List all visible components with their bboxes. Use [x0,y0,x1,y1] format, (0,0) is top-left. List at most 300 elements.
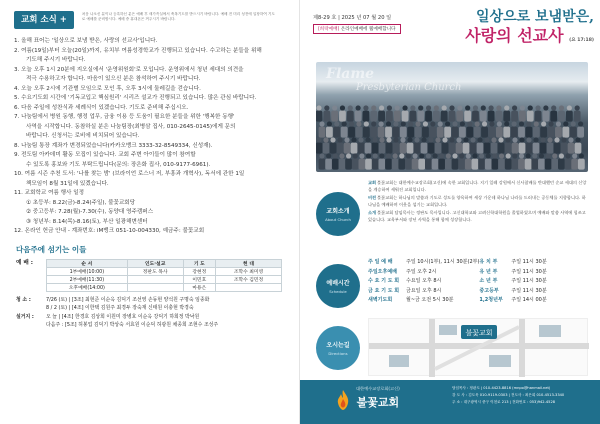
person-head [575,137,580,142]
person-body [341,127,348,138]
photo-watermark-church: Presbyterian Church [356,82,462,93]
person-head [489,105,494,110]
person-body [456,111,463,122]
person-body [405,159,412,170]
person-body [363,111,370,122]
worship-time: 금요일 오후 8시 [406,287,442,294]
worship-right-col [479,258,588,308]
person-head [456,137,461,142]
person-body [566,111,573,122]
person-head [435,137,440,142]
person-body [365,143,372,154]
news-item: ② 중고등부: 7.28(월)-7.30(수), 동양대 영주캠퍼스 [26,209,154,215]
headline [434,8,594,51]
person-head [407,137,412,142]
people-silhouettes [316,94,588,172]
person-body [480,111,487,122]
person-head [565,153,570,158]
directions-badge-sub: Directions [328,351,348,356]
table-cell: 정판도 목사 [127,267,183,275]
person-head [332,105,337,110]
worship-badge-sub: Schedule [329,289,347,294]
person-head [419,153,424,158]
person-head [559,105,564,110]
person-head [356,105,361,110]
person-head [526,137,531,142]
worship-columns [368,258,588,308]
person-body [372,143,379,154]
news-item: 1. 올해 표어는 '일상으로 보냄 받은, 사랑의 선교사'입니다. [14,38,158,44]
person-head [460,121,465,126]
person-body [441,111,448,122]
news-item: 기도해 주시기 바랍니다. [26,57,86,63]
person-head [330,137,335,142]
worship-time: 수요일 오후 8시 [406,278,442,284]
person-head [506,153,511,158]
person-body [518,127,525,138]
person-body [547,143,554,154]
worship-name: 소 년 부 [479,278,498,284]
person-head [430,121,435,126]
person-head [414,137,419,142]
person-body [574,111,581,122]
headline-line-2-text: 사랑의 선교사 [465,26,564,45]
person-body [331,111,338,122]
person-body [577,127,584,138]
person-head [446,153,451,158]
person-body [548,127,555,138]
person-head [371,121,376,126]
footer [300,380,600,424]
person-head [426,105,431,110]
worship-row [368,287,479,297]
worship-badge-title: 예배시간 [326,280,350,287]
person-head [365,137,370,142]
intro-key: 교회 [368,180,377,185]
person-body [531,159,538,170]
person-head [486,153,491,158]
intro-body: 불꽃교회는 하나님의 말씀과 기도로 성도를 양육하여 세상 가운데 하나님 나라를 드러내는 공동체를 지향합니다. 하나님을 예배하며 이웃을 섬기는 교회입니다. [368,195,586,207]
person-body [417,111,424,122]
person-body [519,111,526,122]
worship-row [368,258,479,268]
person-body [402,111,409,122]
intro-badge-title: 교회소개 [326,208,350,215]
person-body [512,143,519,154]
person-head [319,153,324,158]
person-head [432,153,437,158]
person-head [438,121,443,126]
news-item: ① 초등부: 8.22(금)-8.24(주일), 불꽃교회당 [26,199,136,206]
person-body [511,127,518,138]
person-body [565,159,572,170]
person-head [533,137,538,142]
person-head [379,105,384,110]
duty-label: 설거지 : [16,313,34,320]
person-body [414,143,421,154]
person-body [394,111,401,122]
news-item: 4. 오늘 오후 2시에 기관별 모임으로 모인 후, 오후 3시에 둘레길을 걷습니다. [14,85,201,92]
person-head [559,153,564,158]
intro-body: 불꽃교회 담임목사는 정판도 목사입니다. 고신대학교와 고려신학대학원을 졸업하였으며 예배와 말씀 사역에 힘쓰고 있습니다. 교육부서와 장년 사역을 통해 함께 성장합니다. [368,210,586,222]
person-body [561,143,568,154]
news-item: 2. 여름(19일)부터 오늘(20일)까지, 유치부 여름성경학교가 진행되고 있습니다. 수고하는 분들을 위해 [14,47,262,54]
person-body [491,143,498,154]
person-body [484,143,491,154]
contact-info [452,385,596,405]
worship-badge [316,264,360,308]
person-head [465,105,470,110]
person-body [492,159,499,170]
person-body [545,159,552,170]
person-body [326,127,333,138]
person-head [399,153,404,158]
person-body [449,143,456,154]
person-head [342,121,347,126]
worship-left-col [368,258,479,308]
person-head [452,121,457,126]
person-body [365,159,372,170]
denomination: 대한예수교장로회(고신) [356,386,400,391]
worship-name: 중고등부 [479,287,499,294]
person-body [347,111,354,122]
duty-lines [14,296,287,330]
person-body [325,159,332,170]
person-head [439,153,444,158]
person-head [457,105,462,110]
worship-time: 주일 14시 00분 [511,297,547,303]
table-cell: 오후예배(14:00) [47,283,128,291]
person-body [575,143,582,154]
person-head [393,121,398,126]
worship-schedule [14,259,287,292]
news-list [14,37,287,237]
contact-line: 담임목사 : 정판도 | 010-4423-8816 (mnpo@hanmail.net) [452,386,551,390]
person-head [452,153,457,158]
person-head [556,121,561,126]
person-body [445,159,452,170]
worship-time: 주일 11시 30분 [511,259,547,265]
person-body [356,127,363,138]
person-body [330,143,337,154]
person-body [525,159,532,170]
person-head [393,153,398,158]
person-body [535,111,542,122]
person-head [552,153,557,158]
table-cell: 이민호 [183,275,215,283]
person-body [525,127,532,138]
person-head [466,153,471,158]
person-body [540,143,547,154]
person-head [491,137,496,142]
person-body [578,159,585,170]
person-head [547,137,552,142]
table-row [47,283,282,291]
map-building-2 [489,355,511,367]
person-head [532,153,537,158]
news-item: 사역을 시작합니다. 동참하실 분은 나눔팀장(최병삼 집사, 010-2645-0145)에게 문의 [26,123,236,130]
table-header: 순 서 [47,259,128,267]
person-head [571,121,576,126]
worship-row [368,277,479,287]
worship-name: 유 치 부 [479,259,498,265]
news-item: 3. 오늘 오후 1시 20분에 지오실에서 '운영위원회'로 모입니다. 운영위에서 청년 세대의 의견을 [14,66,244,73]
duty-line [14,321,287,330]
worship-table [46,259,282,292]
person-body [351,143,358,154]
person-body [449,111,456,122]
person-head [421,137,426,142]
person-body [348,127,355,138]
person-body [415,127,422,138]
person-body [452,159,459,170]
person-head [326,153,331,158]
person-head [554,137,559,142]
person-body [372,159,379,170]
person-body [511,111,518,122]
person-head [356,121,361,126]
table-cell: 2부예배(11:30) [47,275,128,283]
person-body [421,143,428,154]
worship-row [479,268,588,278]
duty-line [14,304,287,313]
person-body [378,111,385,122]
person-head [519,137,524,142]
worship-row [368,296,479,306]
person-head [386,121,391,126]
person-body [438,159,445,170]
church-intro [316,180,588,250]
worship-time: 주일 11시 30분 [511,287,547,294]
person-body [392,159,399,170]
person-body [533,127,540,138]
person-head [406,153,411,158]
person-body [496,127,503,138]
person-head [567,105,572,110]
person-head [449,137,454,142]
person-body [400,143,407,154]
person-head [497,121,502,126]
person-head [484,137,489,142]
directions-badge-title: 오시는길 [326,342,350,349]
person-head [535,105,540,110]
person-head [359,153,364,158]
person-body [496,111,503,122]
person-body [363,127,370,138]
map-building-3 [389,355,409,367]
table-cell [127,283,183,291]
person-body [542,111,549,122]
person-head [364,121,369,126]
person-body [519,143,526,154]
person-head [379,137,384,142]
person-head [546,153,551,158]
person-head [434,105,439,110]
duty-text: 오 늘 | [4조] 한경호 김상희 이원미 장병호 이순옥 강덕기 하희정 박낙원 [46,313,200,320]
person-head [512,137,517,142]
map-church-label: 불꽃교회 [465,329,493,337]
map-building-1 [439,325,457,335]
person-head [568,137,573,142]
person-head [539,153,544,158]
person-head [504,121,509,126]
schedule-title: 다음주에 섬기는 이들 [16,244,87,254]
person-body [425,111,432,122]
map-graphic [369,319,589,377]
person-head [346,153,351,158]
table-cell [127,275,183,283]
intro-paragraph [368,195,588,208]
church-name: 불꽃교회 [356,396,400,409]
person-body [485,159,492,170]
person-body [498,159,505,170]
person-head [333,153,338,158]
person-head [498,137,503,142]
person-head [512,105,517,110]
headline-line-2 [434,26,594,51]
person-body [386,111,393,122]
person-body [558,111,565,122]
person-body [378,127,385,138]
person-body [571,159,578,170]
person-head [463,137,468,142]
person-body [437,127,444,138]
person-head [477,137,482,142]
person-head [324,105,329,110]
table-cell: 강현정 [183,267,215,275]
congregation-photo [316,62,588,172]
person-head [327,121,332,126]
map-road-vertical-1 [429,319,435,377]
directions [316,318,588,376]
person-body [412,159,419,170]
person-head [426,153,431,158]
person-head [373,153,378,158]
person-body [527,111,534,122]
person-body [442,143,449,154]
table-cell: 마용은 [183,283,215,291]
person-head [316,105,321,110]
intro-paragraph [368,210,588,223]
person-head [470,137,475,142]
person-body [433,111,440,122]
person-head [449,105,454,110]
person-body [511,159,518,170]
table-cell [216,283,282,291]
person-body [558,159,565,170]
person-head [445,121,450,126]
person-head [400,137,405,142]
person-body [323,143,330,154]
person-head [499,153,504,158]
worship-time: 주일 오후 2시 [406,268,437,275]
person-body [400,127,407,138]
person-body [472,159,479,170]
person-head [386,153,391,158]
person-body [370,111,377,122]
person-head [492,153,497,158]
intro-key: 비전 [368,195,377,201]
person-body [319,159,326,170]
person-head [526,121,531,126]
person-head [415,121,420,126]
news-header [14,8,287,32]
table-cell: 조학수 최미영 [216,267,282,275]
person-head [413,153,418,158]
person-body [464,111,471,122]
map [368,318,588,376]
person-head [496,105,501,110]
person-head [548,121,553,126]
worship-time: 주일 10시(1부), 11시 30분(2부) [406,259,480,265]
duty-text: 8 / 2 (토) | [4조] 이한택 김원주 최경두 장숙재 신태원 이충현 박경숙 [46,305,194,311]
person-head [473,105,478,110]
worship-time: 주일 11시 30분 [511,268,547,275]
person-head [541,121,546,126]
person-body [339,159,346,170]
duty-line [14,296,287,305]
intro-badge-sub: About Church [325,217,351,222]
duty-text: 다음주 : [5조] 허봉업 김덕기 박상숙 서효원 이순덕 허광원 채종희 조현수 조성주 [46,322,219,328]
person-body [316,111,322,122]
person-body [489,127,496,138]
person-body [352,159,359,170]
person-head [319,121,324,126]
person-head [572,153,577,158]
news-item: ③ 청년부: 8.14(목)-8.16(토), 부산 일광해변센터 [26,218,148,225]
table-header: 헌 대 [216,259,282,267]
person-head [459,153,464,158]
person-body [458,159,465,170]
news-item: 9. 전도팀 아카데미 활동 모집이 있습니다. 교회 주변 아이들이 많이 참여할 [14,152,196,158]
person-head [366,153,371,158]
person-head [351,137,356,142]
person-head [348,105,353,110]
person-head [563,121,568,126]
person-body [323,111,330,122]
worship-time: 월~금 오전 5시 30분 [406,297,454,303]
headline-ref: (요 17:18) [569,38,594,43]
person-head [337,137,342,142]
person-body [505,143,512,154]
person-body [345,159,352,170]
person-head [379,121,384,126]
person-head [358,137,363,142]
person-body [337,143,344,154]
person-head [534,121,539,126]
worship-name: 금 요 기 도 회 [368,287,400,294]
worship-name: 수 요 기 도 회 [368,278,400,284]
person-body [570,127,577,138]
person-body [533,143,540,154]
person-head [519,153,524,158]
person-body [466,127,473,138]
person-body [463,143,470,154]
right-page [300,0,600,424]
table-cell: 조학수 김민정 [216,275,282,283]
person-body [422,127,429,138]
person-head [540,137,545,142]
intro-key: 소개 [368,210,377,216]
duty-line [14,313,287,322]
person-body [538,159,545,170]
person-head [334,121,339,126]
person-head [579,153,584,158]
person-body [478,159,485,170]
person-head [410,105,415,110]
person-body [378,159,385,170]
person-body [518,159,525,170]
